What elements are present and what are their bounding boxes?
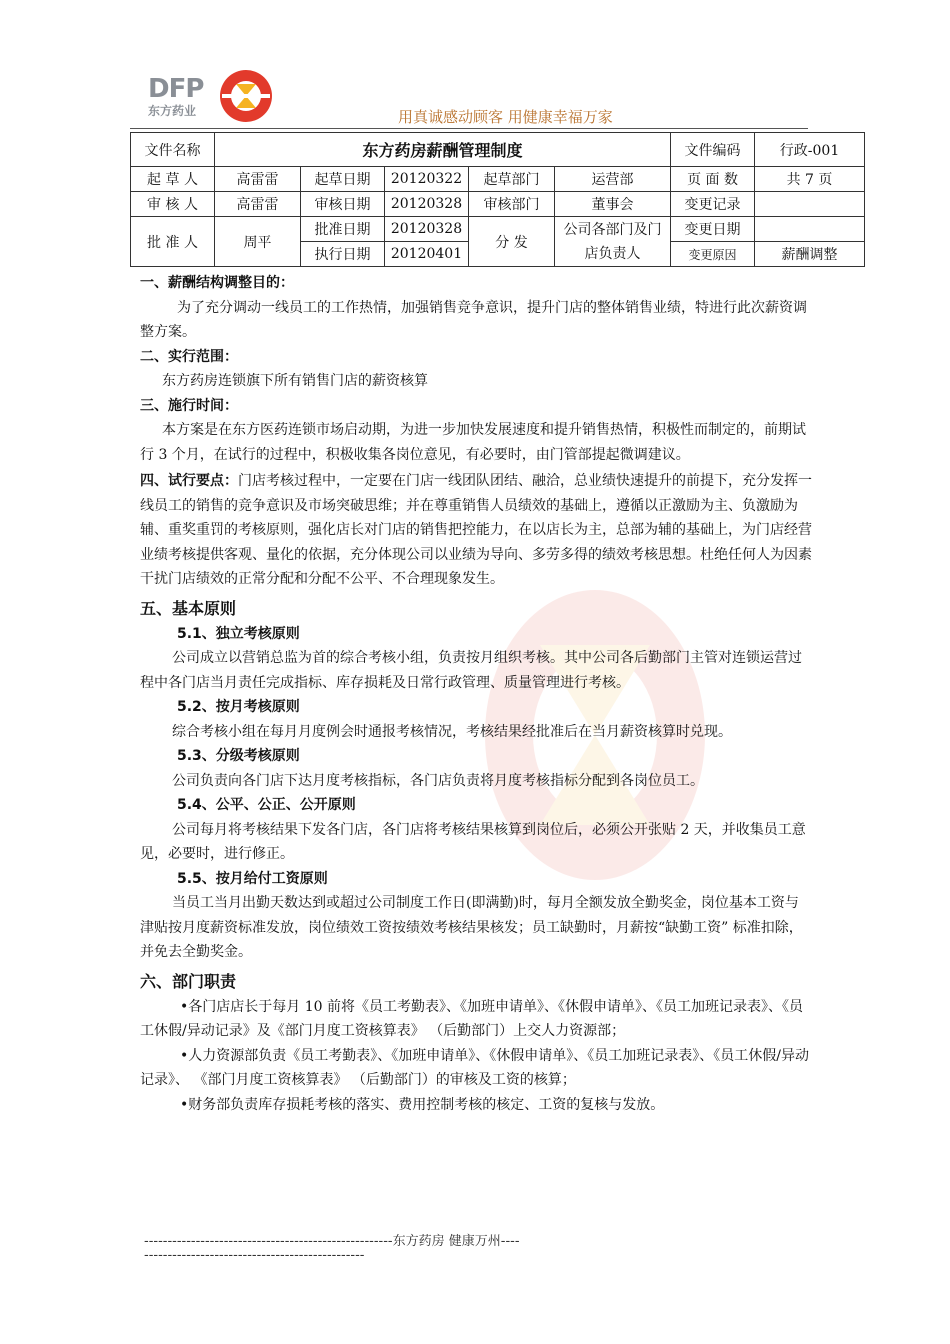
label-distribute: 分 发	[469, 217, 555, 267]
section-5-3-title: 5.3、分级考核原则	[177, 748, 300, 764]
label-file-code: 文件编码	[671, 133, 755, 167]
slogan: 用真诚感动顾客 用健康幸福万家	[398, 108, 613, 126]
section-5-1-body: 公司成立以营销总监为首的综合考核小组，负责按月组织考核。其中公司各后勤部门主管对连锁运营过程中各门店当月责任完成指标、库存损耗及日常行政管理、质量管理进行考核。	[140, 650, 802, 691]
draft-dept: 运营部	[555, 167, 671, 192]
label-approve-date: 批准日期	[301, 217, 385, 242]
logo-text: DFP	[148, 74, 204, 104]
reviewer: 高雷雷	[215, 192, 301, 217]
section-6-title: 六、部门职责	[140, 971, 237, 991]
change-record	[755, 192, 865, 217]
section-1-body: 为了充分调动一线员工的工作热情，加强销售竞争意识，提升门店的整体销售业绩，特进行此次薪资调整方案。	[140, 299, 807, 340]
label-exec-date: 执行日期	[301, 242, 385, 267]
document-info-table	[130, 132, 865, 267]
section-6-bullet-2: •人力资源部负责《员工考勤表》、《加班申请单》、《休假申请单》、《员工加班记录表》、《员工休假/异动记录》、 《部门月度工资核算表》 （后勤部门）的审核及工资的核算；	[140, 1047, 809, 1088]
section-4-title: 四、试行要点：	[140, 473, 238, 489]
company-logo	[148, 68, 278, 118]
section-5-3-body: 公司负责向各门店下达月度考核指标，各门店负责将月度考核指标分配到各岗位员工。	[172, 772, 704, 789]
label-change-reason: 变更原因	[671, 242, 755, 267]
label-reviewer: 审 核 人	[131, 192, 215, 217]
section-5-4-body: 公司每月将考核结果下发各门店，各门店将考核结果核算到岗位后，必须公开张贴 2 天，并收集员工意见，必要时，进行修正。	[140, 821, 806, 862]
file-code: 行政-001	[755, 133, 865, 167]
footer-line-2: -----------------------------------------------	[144, 1248, 365, 1263]
section-3-title: 三、施行时间：	[140, 397, 238, 414]
section-5-title: 五、基本原则	[140, 598, 237, 618]
review-dept: 董事会	[555, 192, 671, 217]
section-5-5-body: 当员工当月出勤天数达到或超过公司制度工作日(即满勤)时，每月全额发放全勤奖金，岗位基本工资与津贴按月度薪资标准发放，岗位绩效工资按绩效考核结果核发；员工缺勤时，月薪按“缺勤工资” 标准扣除，并免去全勤奖金。	[140, 895, 803, 960]
label-review-date: 审核日期	[301, 192, 385, 217]
section-4-paragraph	[140, 469, 812, 592]
drafter: 高雷雷	[215, 167, 301, 192]
section-6-bullet-1: •各门店店长于每月 10 前将《员工考勤表》、《加班申请单》、《休假申请单》、《员工加班记录表》、《员工休假/异动记录》及《部门月度工资核算表》 （后勤部门）上交人力资源部；	[140, 998, 803, 1039]
section-5-4-title: 5.4、公平、公正、公开原则	[177, 797, 356, 813]
section-2-body: 东方药房连锁旗下所有销售门店的薪资核算	[162, 373, 428, 389]
section-5-2-body: 综合考核小组在每月月度例会时通报考核情况，考核结果经批准后在当月薪资核算时兑现。	[172, 723, 732, 740]
pages: 共 7 页	[755, 167, 865, 192]
header-divider	[130, 128, 808, 129]
label-drafter: 起 草 人	[131, 167, 215, 192]
section-6-bullet-3: •财务部负责库存损耗考核的落实、费用控制考核的核定、工资的复核与发放。	[180, 1096, 665, 1113]
review-date: 20120328	[385, 192, 469, 217]
file-name: 东方药房薪酬管理制度	[215, 133, 671, 167]
section-5-2-title: 5.2、按月考核原则	[177, 699, 300, 715]
document-body	[140, 271, 812, 1117]
section-2-title: 二、实行范围：	[140, 348, 238, 365]
distribute: 公司各部门及门店负责人	[555, 217, 671, 267]
label-draft-dept: 起草部门	[469, 167, 555, 192]
label-change-record: 变更记录	[671, 192, 755, 217]
section-5-1-title: 5.1、独立考核原则	[177, 625, 300, 642]
label-approver: 批 准 人	[131, 217, 215, 267]
section-4-body: 门店考核过程中，一定要在门店一线团队团结、融洽，总业绩快速提升的前提下，充分发挥一线员工的销售的竞争意识及市场突破思维；并在尊重销售人员绩效的基础上，遵循以正激励为主、负激励为辅、重奖重罚的考核原则，强化店长对门店的销售把控能力，在以店长为主，总部为辅的基础上，为门店经营业绩考核提供客观、量化的依据，充分体现公司以业绩为导向、多劳多得的绩效考核思想。杜绝任何人为因素干扰门店绩效的正常分配和分配不公平、不合理现象发生。	[140, 473, 812, 587]
section-5-5-title: 5.5、按月给付工资原则	[177, 870, 328, 887]
change-reason: 薪酬调整	[755, 242, 865, 267]
section-3-body: 本方案是在东方医药连锁市场启动期，为进一步加快发展速度和提升销售热情，积极性而制定的，前期试行 3 个月，在试行的过程中，积极收集各岗位意见，有必要时，由门管部提起微调建议。	[140, 422, 806, 463]
approve-date: 20120328	[385, 217, 469, 242]
footer-line-1: -----------------------------------------------------东方药房 健康万州----	[144, 1234, 520, 1249]
label-pages: 页 面 数	[671, 167, 755, 192]
section-1-title: 一、薪酬结构调整目的：	[140, 275, 294, 291]
draft-date: 20120322	[385, 167, 469, 192]
label-draft-date: 起草日期	[301, 167, 385, 192]
change-date	[755, 217, 865, 242]
logo-mark-icon	[218, 68, 274, 124]
label-change-date: 变更日期	[671, 217, 755, 242]
approver: 周平	[215, 217, 301, 267]
exec-date: 20120401	[385, 242, 469, 267]
logo-cn-text: 东方药业	[148, 104, 197, 118]
label-file-name: 文件名称	[131, 133, 215, 167]
label-review-dept: 审核部门	[469, 192, 555, 217]
